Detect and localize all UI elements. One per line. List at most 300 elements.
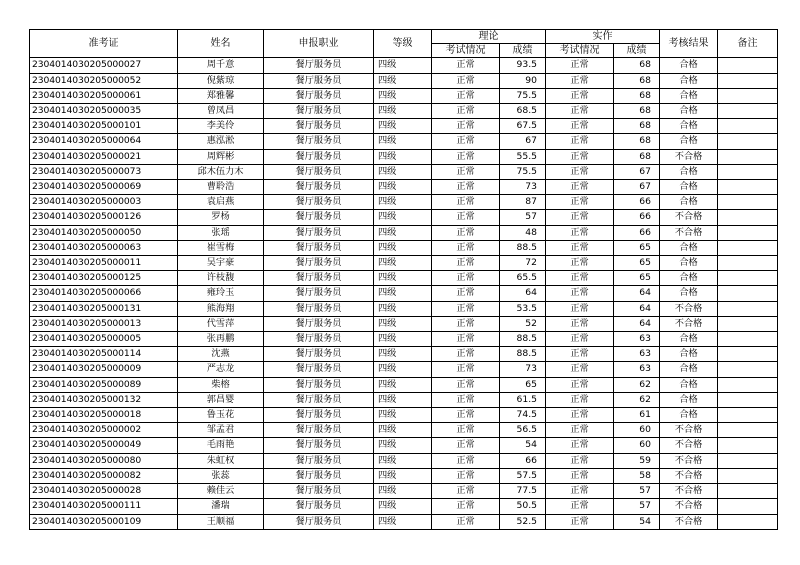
table-row: [30, 484, 778, 499]
cell-practice-score: 66: [614, 210, 660, 225]
cell-practice-status: 正常: [546, 256, 614, 271]
cell-practice-score: 64: [614, 301, 660, 316]
cell-result: 合格: [660, 195, 718, 210]
cell-id: 2304014030205000073: [30, 164, 178, 179]
table-row: [30, 271, 778, 286]
cell-job: 餐厅服务员: [264, 438, 374, 453]
cell-theory-score: 48: [500, 225, 546, 240]
table-row: [30, 453, 778, 468]
cell-id: 2304014030205000132: [30, 392, 178, 407]
cell-practice-status: 正常: [546, 377, 614, 392]
cell-theory-status: 正常: [432, 58, 500, 73]
cell-level: 四级: [374, 484, 432, 499]
cell-id: 2304014030205000111: [30, 499, 178, 514]
cell-remark: [718, 408, 778, 423]
cell-level: 四级: [374, 73, 432, 88]
cell-theory-score: 55.5: [500, 149, 546, 164]
cell-name: 毛雨艳: [178, 438, 264, 453]
cell-remark: [718, 73, 778, 88]
cell-practice-score: 57: [614, 499, 660, 514]
cell-level: 四级: [374, 453, 432, 468]
cell-remark: [718, 210, 778, 225]
header-name: 姓名: [178, 30, 264, 58]
score-sheet: [29, 29, 777, 530]
cell-name: 朱虹权: [178, 453, 264, 468]
cell-theory-status: 正常: [432, 484, 500, 499]
cell-theory-status: 正常: [432, 514, 500, 529]
cell-result: 不合格: [660, 453, 718, 468]
cell-id: 2304014030205000114: [30, 347, 178, 362]
cell-job: 餐厅服务员: [264, 286, 374, 301]
cell-theory-status: 正常: [432, 73, 500, 88]
cell-practice-status: 正常: [546, 195, 614, 210]
cell-name: 邱木伍力木: [178, 164, 264, 179]
cell-remark: [718, 362, 778, 377]
cell-theory-score: 66: [500, 453, 546, 468]
cell-level: 四级: [374, 195, 432, 210]
cell-theory-score: 88.5: [500, 347, 546, 362]
cell-id: 2304014030205000126: [30, 210, 178, 225]
cell-remark: [718, 438, 778, 453]
cell-practice-status: 正常: [546, 514, 614, 529]
cell-id: 2304014030205000063: [30, 240, 178, 255]
cell-result: 合格: [660, 286, 718, 301]
cell-practice-status: 正常: [546, 240, 614, 255]
table-row: [30, 256, 778, 271]
table-row: [30, 119, 778, 134]
cell-remark: [718, 301, 778, 316]
cell-theory-status: 正常: [432, 423, 500, 438]
cell-result: 合格: [660, 377, 718, 392]
cell-level: 四级: [374, 316, 432, 331]
cell-remark: [718, 286, 778, 301]
cell-level: 四级: [374, 271, 432, 286]
cell-name: 袁启燕: [178, 195, 264, 210]
cell-id: 2304014030205000089: [30, 377, 178, 392]
table-row: [30, 164, 778, 179]
cell-result: 合格: [660, 104, 718, 119]
cell-name: 曾凤昌: [178, 104, 264, 119]
cell-theory-score: 73: [500, 180, 546, 195]
cell-job: 餐厅服务员: [264, 88, 374, 103]
cell-job: 餐厅服务员: [264, 195, 374, 210]
cell-id: 2304014030205000003: [30, 195, 178, 210]
cell-theory-score: 57.5: [500, 468, 546, 483]
cell-level: 四级: [374, 225, 432, 240]
table-row: [30, 104, 778, 119]
cell-job: 餐厅服务员: [264, 468, 374, 483]
cell-practice-status: 正常: [546, 499, 614, 514]
table-row: [30, 332, 778, 347]
cell-result: 合格: [660, 271, 718, 286]
cell-theory-status: 正常: [432, 286, 500, 301]
cell-theory-status: 正常: [432, 453, 500, 468]
cell-result: 合格: [660, 180, 718, 195]
cell-theory-status: 正常: [432, 316, 500, 331]
results-table: [29, 29, 778, 530]
cell-practice-score: 64: [614, 286, 660, 301]
cell-name: 严志龙: [178, 362, 264, 377]
cell-job: 餐厅服务员: [264, 104, 374, 119]
cell-level: 四级: [374, 104, 432, 119]
cell-practice-score: 61: [614, 408, 660, 423]
cell-level: 四级: [374, 256, 432, 271]
cell-practice-status: 正常: [546, 286, 614, 301]
cell-level: 四级: [374, 240, 432, 255]
cell-practice-status: 正常: [546, 453, 614, 468]
table-row: [30, 514, 778, 529]
cell-result: 合格: [660, 408, 718, 423]
cell-job: 餐厅服务员: [264, 377, 374, 392]
cell-practice-score: 66: [614, 225, 660, 240]
cell-practice-status: 正常: [546, 104, 614, 119]
cell-result: 合格: [660, 347, 718, 362]
cell-theory-status: 正常: [432, 468, 500, 483]
cell-practice-status: 正常: [546, 484, 614, 499]
cell-job: 餐厅服务员: [264, 180, 374, 195]
cell-remark: [718, 256, 778, 271]
cell-theory-status: 正常: [432, 271, 500, 286]
cell-name: 张瑶: [178, 225, 264, 240]
cell-theory-status: 正常: [432, 332, 500, 347]
cell-name: 惠泓淞: [178, 134, 264, 149]
cell-practice-status: 正常: [546, 347, 614, 362]
cell-remark: [718, 88, 778, 103]
cell-id: 2304014030205000101: [30, 119, 178, 134]
cell-level: 四级: [374, 423, 432, 438]
table-row: [30, 423, 778, 438]
cell-name: 郭昌婴: [178, 392, 264, 407]
cell-job: 餐厅服务员: [264, 58, 374, 73]
cell-result: 合格: [660, 240, 718, 255]
table-row: [30, 286, 778, 301]
cell-job: 餐厅服务员: [264, 271, 374, 286]
cell-result: 合格: [660, 73, 718, 88]
cell-practice-score: 57: [614, 484, 660, 499]
cell-result: 合格: [660, 164, 718, 179]
header-practice-score: 成绩: [614, 44, 660, 58]
cell-result: 合格: [660, 134, 718, 149]
cell-theory-score: 56.5: [500, 423, 546, 438]
cell-theory-score: 73: [500, 362, 546, 377]
cell-job: 餐厅服务员: [264, 134, 374, 149]
cell-id: 2304014030205000035: [30, 104, 178, 119]
cell-result: 不合格: [660, 225, 718, 240]
cell-name: 崔雪梅: [178, 240, 264, 255]
cell-theory-status: 正常: [432, 119, 500, 134]
cell-result: 合格: [660, 362, 718, 377]
cell-practice-status: 正常: [546, 225, 614, 240]
cell-theory-score: 54: [500, 438, 546, 453]
cell-theory-score: 72: [500, 256, 546, 271]
cell-practice-status: 正常: [546, 392, 614, 407]
cell-result: 合格: [660, 332, 718, 347]
cell-practice-score: 67: [614, 180, 660, 195]
cell-name: 张再鹏: [178, 332, 264, 347]
cell-practice-status: 正常: [546, 362, 614, 377]
table-body: [30, 58, 778, 529]
cell-name: 周千意: [178, 58, 264, 73]
cell-name: 曹聆浩: [178, 180, 264, 195]
cell-theory-score: 77.5: [500, 484, 546, 499]
cell-practice-score: 65: [614, 256, 660, 271]
cell-name: 罗杨: [178, 210, 264, 225]
cell-theory-score: 53.5: [500, 301, 546, 316]
cell-remark: [718, 468, 778, 483]
cell-theory-score: 52.5: [500, 514, 546, 529]
cell-practice-status: 正常: [546, 88, 614, 103]
cell-id: 2304014030205000082: [30, 468, 178, 483]
cell-name: 鲁玉花: [178, 408, 264, 423]
cell-job: 餐厅服务员: [264, 408, 374, 423]
table-row: [30, 149, 778, 164]
cell-theory-status: 正常: [432, 256, 500, 271]
cell-result: 合格: [660, 392, 718, 407]
table-row: [30, 468, 778, 483]
cell-job: 餐厅服务员: [264, 347, 374, 362]
cell-remark: [718, 514, 778, 529]
cell-job: 餐厅服务员: [264, 423, 374, 438]
cell-result: 不合格: [660, 210, 718, 225]
cell-practice-status: 正常: [546, 164, 614, 179]
cell-result: 合格: [660, 119, 718, 134]
cell-remark: [718, 164, 778, 179]
cell-practice-status: 正常: [546, 301, 614, 316]
table-row: [30, 301, 778, 316]
cell-theory-score: 75.5: [500, 88, 546, 103]
header-level: 等级: [374, 30, 432, 58]
cell-id: 2304014030205000018: [30, 408, 178, 423]
cell-practice-score: 68: [614, 119, 660, 134]
cell-theory-score: 87: [500, 195, 546, 210]
table-row: [30, 225, 778, 240]
table-row: [30, 195, 778, 210]
cell-practice-status: 正常: [546, 316, 614, 331]
table-row: [30, 316, 778, 331]
cell-remark: [718, 377, 778, 392]
cell-theory-score: 74.5: [500, 408, 546, 423]
table-header: [30, 30, 778, 58]
cell-theory-status: 正常: [432, 392, 500, 407]
cell-id: 2304014030205000109: [30, 514, 178, 529]
cell-level: 四级: [374, 438, 432, 453]
cell-theory-status: 正常: [432, 180, 500, 195]
cell-theory-score: 50.5: [500, 499, 546, 514]
cell-level: 四级: [374, 286, 432, 301]
cell-theory-score: 88.5: [500, 332, 546, 347]
cell-id: 2304014030205000005: [30, 332, 178, 347]
table-row: [30, 88, 778, 103]
cell-remark: [718, 423, 778, 438]
cell-level: 四级: [374, 468, 432, 483]
cell-theory-score: 90: [500, 73, 546, 88]
cell-theory-score: 75.5: [500, 164, 546, 179]
cell-practice-status: 正常: [546, 134, 614, 149]
cell-theory-status: 正常: [432, 240, 500, 255]
cell-level: 四级: [374, 514, 432, 529]
cell-practice-score: 67: [614, 164, 660, 179]
cell-job: 餐厅服务员: [264, 316, 374, 331]
table-row: [30, 210, 778, 225]
cell-theory-status: 正常: [432, 149, 500, 164]
cell-practice-status: 正常: [546, 468, 614, 483]
cell-remark: [718, 332, 778, 347]
cell-id: 2304014030205000080: [30, 453, 178, 468]
cell-job: 餐厅服务员: [264, 240, 374, 255]
cell-job: 餐厅服务员: [264, 499, 374, 514]
cell-theory-score: 68.5: [500, 104, 546, 119]
cell-remark: [718, 134, 778, 149]
cell-theory-score: 61.5: [500, 392, 546, 407]
cell-level: 四级: [374, 180, 432, 195]
cell-theory-status: 正常: [432, 301, 500, 316]
cell-remark: [718, 484, 778, 499]
cell-result: 不合格: [660, 316, 718, 331]
cell-theory-status: 正常: [432, 438, 500, 453]
cell-theory-score: 57: [500, 210, 546, 225]
cell-remark: [718, 119, 778, 134]
cell-theory-status: 正常: [432, 408, 500, 423]
cell-remark: [718, 271, 778, 286]
cell-job: 餐厅服务员: [264, 149, 374, 164]
cell-practice-score: 54: [614, 514, 660, 529]
table-row: [30, 362, 778, 377]
cell-result: 不合格: [660, 438, 718, 453]
cell-theory-status: 正常: [432, 104, 500, 119]
cell-name: 柴榕: [178, 377, 264, 392]
header-practice-status: 考试情况: [546, 44, 614, 58]
cell-theory-status: 正常: [432, 225, 500, 240]
cell-practice-score: 68: [614, 58, 660, 73]
cell-remark: [718, 195, 778, 210]
cell-practice-status: 正常: [546, 180, 614, 195]
cell-practice-status: 正常: [546, 271, 614, 286]
cell-name: 沈燕: [178, 347, 264, 362]
cell-id: 2304014030205000002: [30, 423, 178, 438]
cell-practice-score: 62: [614, 392, 660, 407]
cell-remark: [718, 149, 778, 164]
table-row: [30, 499, 778, 514]
cell-practice-status: 正常: [546, 210, 614, 225]
cell-id: 2304014030205000027: [30, 58, 178, 73]
cell-remark: [718, 347, 778, 362]
cell-name: 雍玲玉: [178, 286, 264, 301]
cell-result: 不合格: [660, 499, 718, 514]
cell-job: 餐厅服务员: [264, 392, 374, 407]
header-practice: 实作: [546, 30, 660, 44]
cell-theory-score: 93.5: [500, 58, 546, 73]
header-id: 准考证: [30, 30, 178, 58]
header-result: 考核结果: [660, 30, 718, 58]
table-row: [30, 240, 778, 255]
cell-level: 四级: [374, 377, 432, 392]
cell-theory-score: 88.5: [500, 240, 546, 255]
cell-level: 四级: [374, 149, 432, 164]
cell-theory-score: 67: [500, 134, 546, 149]
cell-practice-score: 59: [614, 453, 660, 468]
cell-result: 不合格: [660, 514, 718, 529]
table-row: [30, 392, 778, 407]
cell-remark: [718, 316, 778, 331]
cell-practice-status: 正常: [546, 73, 614, 88]
cell-practice-score: 65: [614, 240, 660, 255]
cell-level: 四级: [374, 58, 432, 73]
cell-level: 四级: [374, 210, 432, 225]
cell-job: 餐厅服务员: [264, 514, 374, 529]
cell-job: 餐厅服务员: [264, 484, 374, 499]
table-row: [30, 134, 778, 149]
cell-practice-score: 68: [614, 104, 660, 119]
cell-practice-score: 63: [614, 332, 660, 347]
cell-theory-score: 64: [500, 286, 546, 301]
cell-name: 吴宇豪: [178, 256, 264, 271]
cell-theory-status: 正常: [432, 347, 500, 362]
cell-name: 赖佳云: [178, 484, 264, 499]
cell-job: 餐厅服务员: [264, 362, 374, 377]
cell-id: 2304014030205000013: [30, 316, 178, 331]
cell-name: 潘瑞: [178, 499, 264, 514]
cell-remark: [718, 58, 778, 73]
cell-job: 餐厅服务员: [264, 164, 374, 179]
cell-theory-status: 正常: [432, 362, 500, 377]
header-theory: 理论: [432, 30, 546, 44]
cell-id: 2304014030205000066: [30, 286, 178, 301]
cell-remark: [718, 180, 778, 195]
cell-job: 餐厅服务员: [264, 332, 374, 347]
cell-level: 四级: [374, 408, 432, 423]
cell-practice-score: 68: [614, 88, 660, 103]
cell-level: 四级: [374, 362, 432, 377]
cell-practice-score: 66: [614, 195, 660, 210]
cell-id: 2304014030205000050: [30, 225, 178, 240]
cell-practice-score: 68: [614, 149, 660, 164]
cell-job: 餐厅服务员: [264, 453, 374, 468]
cell-id: 2304014030205000021: [30, 149, 178, 164]
cell-level: 四级: [374, 119, 432, 134]
cell-practice-score: 64: [614, 316, 660, 331]
cell-practice-status: 正常: [546, 332, 614, 347]
cell-id: 2304014030205000064: [30, 134, 178, 149]
cell-result: 不合格: [660, 149, 718, 164]
cell-id: 2304014030205000125: [30, 271, 178, 286]
cell-practice-score: 68: [614, 73, 660, 88]
cell-practice-score: 58: [614, 468, 660, 483]
cell-result: 合格: [660, 256, 718, 271]
cell-name: 许枝馥: [178, 271, 264, 286]
cell-theory-status: 正常: [432, 134, 500, 149]
cell-theory-score: 65.5: [500, 271, 546, 286]
cell-remark: [718, 453, 778, 468]
cell-job: 餐厅服务员: [264, 210, 374, 225]
cell-remark: [718, 225, 778, 240]
cell-level: 四级: [374, 164, 432, 179]
cell-practice-score: 63: [614, 347, 660, 362]
cell-id: 2304014030205000131: [30, 301, 178, 316]
cell-result: 不合格: [660, 484, 718, 499]
cell-id: 2304014030205000009: [30, 362, 178, 377]
cell-practice-score: 62: [614, 377, 660, 392]
cell-remark: [718, 104, 778, 119]
cell-theory-status: 正常: [432, 377, 500, 392]
cell-practice-status: 正常: [546, 119, 614, 134]
cell-theory-score: 67.5: [500, 119, 546, 134]
cell-level: 四级: [374, 347, 432, 362]
cell-id: 2304014030205000052: [30, 73, 178, 88]
cell-theory-status: 正常: [432, 195, 500, 210]
cell-result: 不合格: [660, 423, 718, 438]
cell-name: 倪紫琼: [178, 73, 264, 88]
cell-theory-score: 65: [500, 377, 546, 392]
